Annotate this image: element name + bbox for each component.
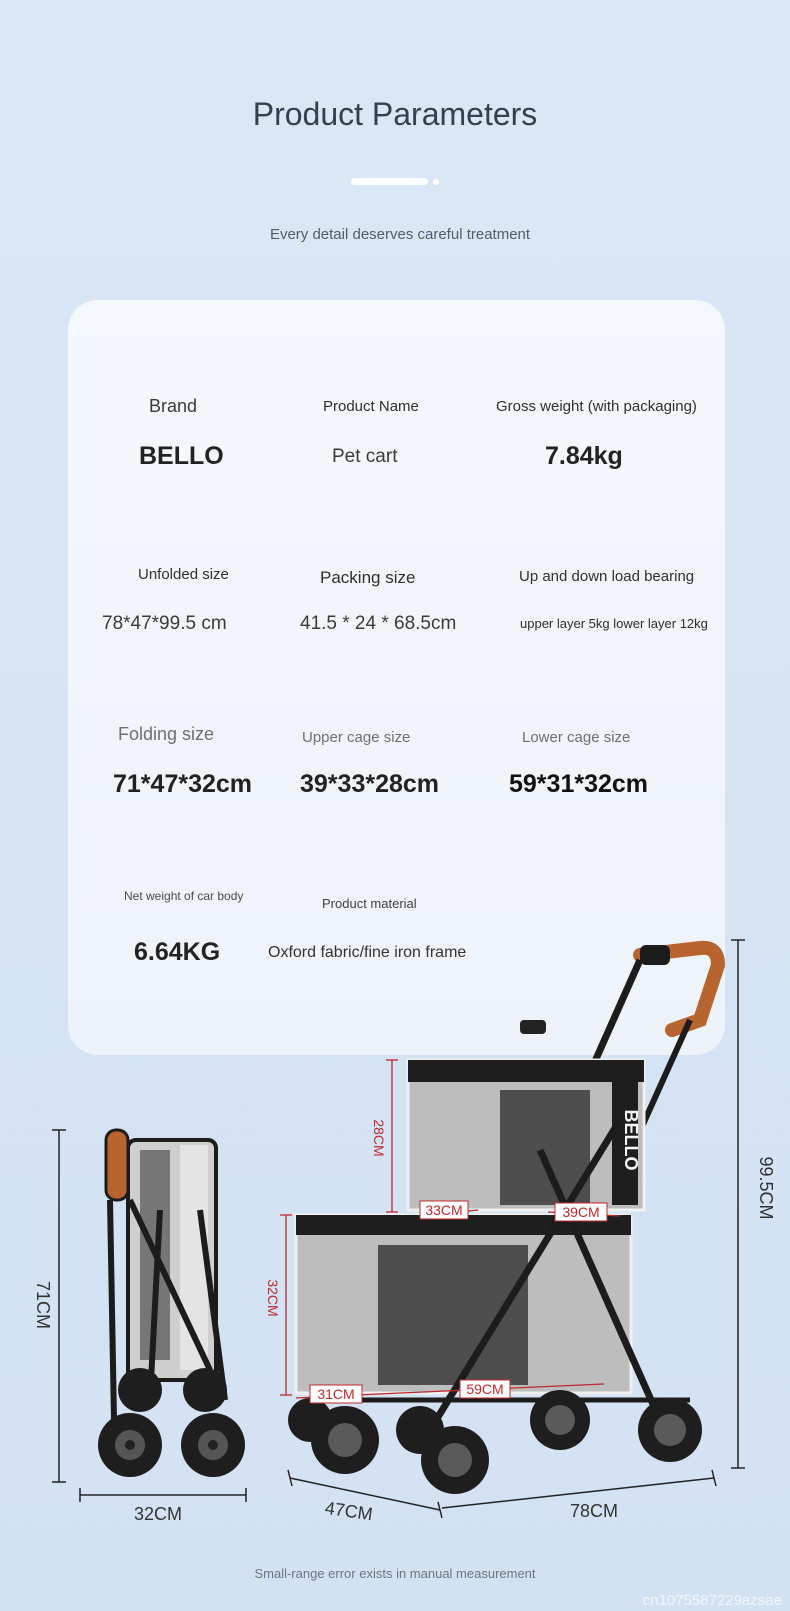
folded-stroller-image xyxy=(98,1130,245,1477)
upper-depth-label: 33CM xyxy=(425,1202,463,1218)
lower-depth-label: 31CM xyxy=(317,1386,355,1402)
net-weight-label: Net weight of car body xyxy=(124,889,244,903)
lower-cage-size-label: Lower cage size xyxy=(522,729,631,746)
load-bearing-label: Up and down load bearing xyxy=(519,568,695,585)
unfolded-size-label: Unfolded size xyxy=(138,566,229,583)
folded-height-label: 71CM xyxy=(33,1280,53,1330)
product-name-value: Pet cart xyxy=(332,446,398,467)
page-title: Product Parameters xyxy=(252,96,538,132)
lower-length-label: 59CM xyxy=(466,1381,504,1397)
upper-cage-size-label: Upper cage size xyxy=(302,729,411,746)
lower-cage-size-value: 59*31*32cm xyxy=(509,770,649,798)
folding-size-value: 71*47*32cm xyxy=(113,770,253,798)
folded-height-dimension xyxy=(52,1130,66,1482)
folded-width-dimension xyxy=(80,1488,246,1502)
product-material-label: Product material xyxy=(322,896,417,911)
packing-size-value: 41.5 * 24 * 68.5cm xyxy=(300,613,457,634)
packing-size-label: Packing size xyxy=(320,568,416,587)
product-name-label: Product Name xyxy=(323,398,419,415)
measurement-disclaimer: Small-range error exists in manual measurement xyxy=(254,1566,536,1581)
page-subtitle: Every detail deserves careful treatment xyxy=(269,226,531,243)
lower-height-label: 32CM xyxy=(265,1279,281,1317)
overall-length-label: 78CM xyxy=(569,1501,619,1521)
net-weight-value: 6.64KG xyxy=(134,938,221,966)
folding-size-label: Folding size xyxy=(118,724,215,744)
overall-depth-label: 47CM xyxy=(323,1497,375,1525)
overall-height-label: 99.5CM xyxy=(756,1156,776,1220)
gross-weight-value: 7.84kg xyxy=(545,442,623,470)
product-material-value: Oxford fabric/fine iron frame xyxy=(268,944,467,961)
folded-width-label: 32CM xyxy=(133,1504,183,1524)
unfolded-size-value: 78*47*99.5 cm xyxy=(102,613,227,634)
handle-brand-text: BELLO xyxy=(621,1109,641,1171)
upper-length-label: 39CM xyxy=(562,1204,600,1220)
load-bearing-value: upper layer 5kg lower layer 12kg xyxy=(520,616,708,631)
unfolded-stroller-image xyxy=(288,945,718,1494)
brand-label: Brand xyxy=(149,396,198,416)
watermark: cn1075587229azsae xyxy=(642,1592,782,1609)
upper-cage-size-value: 39*33*28cm xyxy=(300,770,440,798)
gross-weight-label: Gross weight (with packaging) xyxy=(496,398,697,415)
brand-value: BELLO xyxy=(139,442,224,470)
upper-height-label: 28CM xyxy=(371,1119,387,1157)
